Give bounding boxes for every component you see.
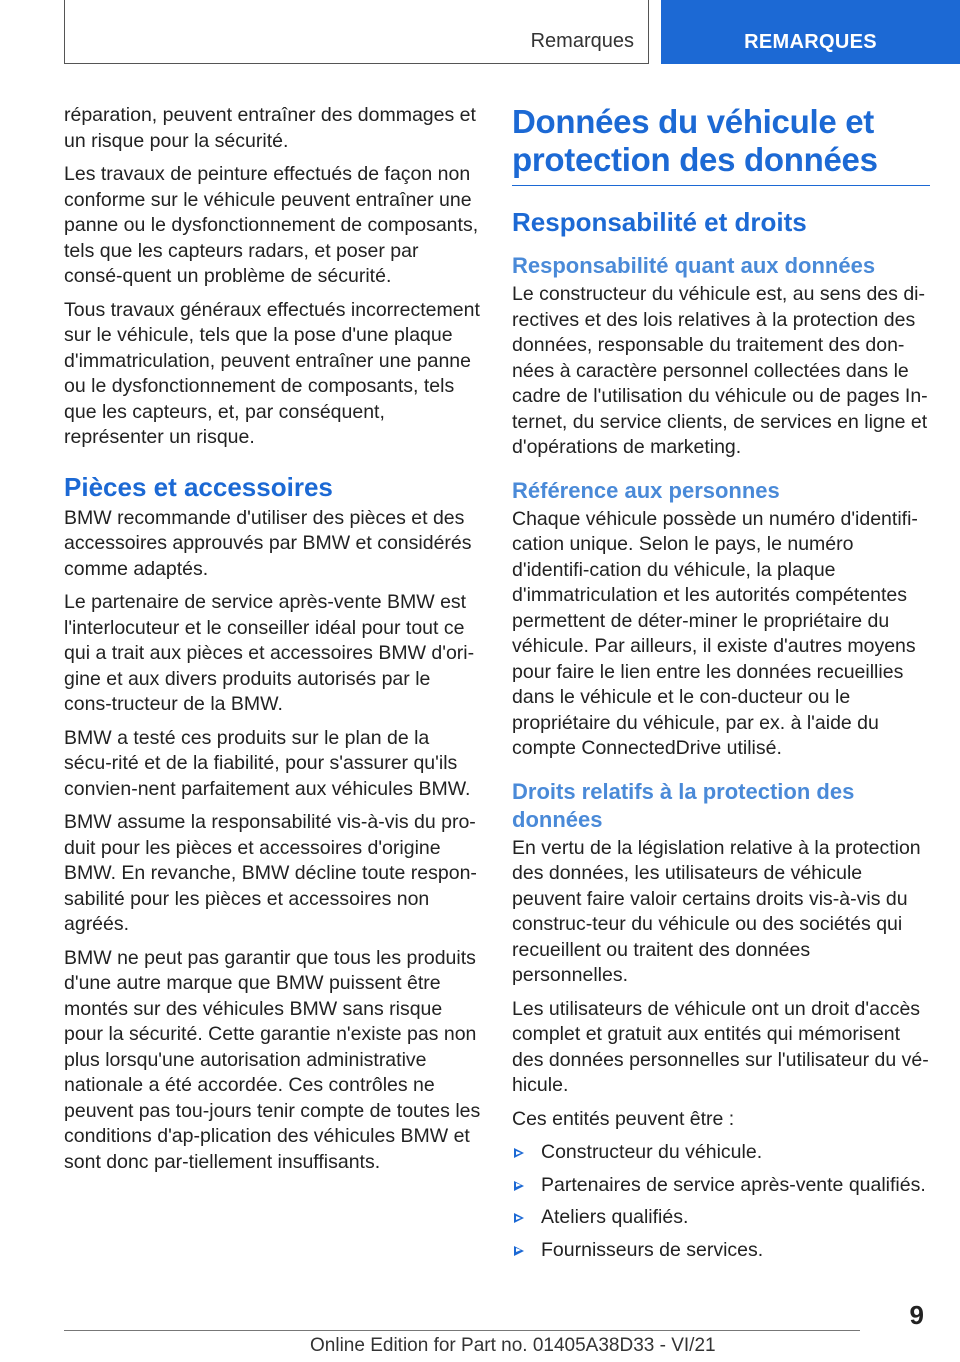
paragraph: Chaque véhicule possède un numéro d'identifi-cation unique. Selon le pays, le numéro d'identifi-cation du véhicule, la plaque d'immatriculation et les autorités compétentes permettent de déter-miner le propriétaire du véhicule. Par ailleurs, il existe d'autres moyens pour faire le lien entre les données recueillies dans le véhicule et le con-ducteur ou le propriétaire du véhicule, par ex. à l'aide du compte ConnectedDrive utilisé. [512,507,918,759]
subheading-data-responsibility: Responsabilité quant aux données [512,253,876,278]
paragraph: Les utilisateurs de véhicule ont un droit d'accès complet et gratuit aux entités qui mémorisent des données personnelles sur l'utilisateur du vé-hicule. [512,997,929,1096]
entities-list [512,1140,930,1263]
right-column [512,103,930,1270]
section-heading-responsibility: Responsabilité et droits [512,207,807,237]
subheading-data-rights: Droits relatifs à la protection des données [512,778,855,832]
list-item: Partenaires de service après-vente qualifiés. [512,1173,930,1199]
triangle-bullet-icon [514,1148,524,1158]
list-item: Fournisseurs de services. [512,1238,930,1264]
page-number: 9 [909,1300,924,1330]
list-item: Constructeur du véhicule. [512,1140,930,1166]
paragraph: Les travaux de peinture effectués de façon non conforme sur le véhicule peuvent entraîner une panne ou le dysfonctionnement de composants, tels que les capteurs radars, et poser par consé-quent un problème de sécurité. [64,163,479,287]
paragraph: Le constructeur du véhicule est, au sens des di-rectives et des lois relatives à la protection des données, responsable du traitement des don-nées à caractère personnel collectées dans le cadre de l'utilisation du véhicule ou de pages In-ternet, du service clients, de services en ligne et d'opérations de marketing. [512,283,928,458]
paragraph: BMW ne peut pas garantir que tous les produits d'une autre marque que BMW puissent être montés sur des véhicules BMW sans risque pour la sécurité. Cette garantie n'existe pas non plus lorsqu'une autorisation administrative nationale a été accordée. Ces contrôles ne peuvent pas tou-jours tenir compte de toutes les conditions d'ap-plication des véhicules BMW et sont donc par-tiellement insuffisants. [64,946,481,1173]
page-title: Données du véhicule et protection des données [512,103,930,186]
header-chapter-tab[interactable]: REMARQUES [661,0,960,64]
left-column [64,103,482,1183]
paragraph: Ces entités peuvent être : [512,1107,735,1130]
footer-divider [64,1330,860,1331]
paragraph: Tous travaux généraux effectués incorrectement sur le véhicule, tels que la pose d'une plaque d'immatriculation, peuvent entraîner une panne ou le dysfonctionnement de composants, tels que les capteurs, et, par conséquent, représenter un risque. [64,298,480,448]
subheading-personal-reference: Référence aux personnes [512,477,780,503]
section-heading-parts: Pièces et accessoires [64,471,333,502]
paragraph: BMW recommande d'utiliser des pièces et des accessoires approuvés par BMW et considérés comme adaptés. [64,506,472,580]
paragraph: BMW a testé ces produits sur le plan de la sécu-rité et de la fiabilité, pour s'assurer qu'ils convien-nent parfaitement aux véhicules BMW. [64,726,471,800]
paragraph: BMW assume la responsabilité vis-à-vis du pro-duit pour les pièces et accessoires d'origine BMW. En revanche, BMW décline toute respon-sabilité pour les pièces et accessoires non agréés. [64,811,477,935]
footer-edition-text: Online Edition for Part no. 01405A38D33 - VI/21 [310,1335,716,1356]
paragraph: réparation, peuvent entraîner des dommages et un risque pour la sécurité. [64,104,476,152]
header-section-label: Remarques [530,30,634,52]
triangle-bullet-icon [514,1181,524,1191]
triangle-bullet-icon [514,1213,524,1223]
list-item: Ateliers qualifiés. [512,1205,930,1231]
paragraph: En vertu de la législation relative à la protection des données, les utilisateurs de véhicule peuvent faire valoir certains droits vis-à-vis du construc-teur du véhicule ou des sociétés qui recueillent ou traitent des données personnelles. [512,836,921,986]
header-box [64,0,649,64]
triangle-bullet-icon [514,1246,524,1256]
paragraph: Le partenaire de service après-vente BMW est l'interlocuteur et le conseiller idéal pour tout ce qui a trait aux pièces et accessoires BMW d'ori-gine et aux divers produits autorisés par le cons-tructeur de la BMW. [64,591,475,715]
